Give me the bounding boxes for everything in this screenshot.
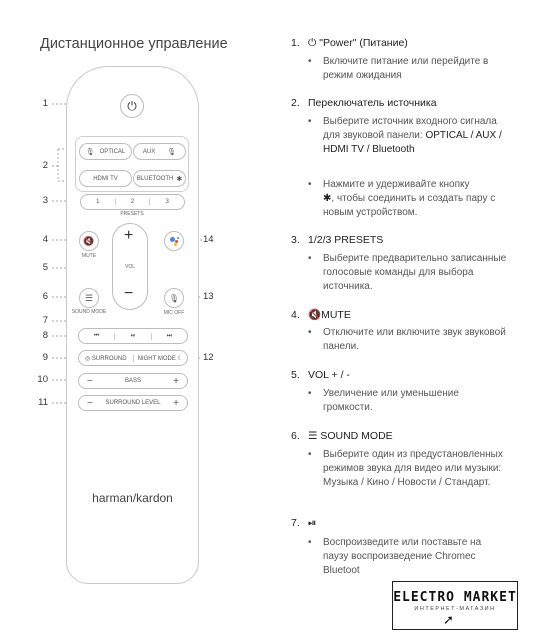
watermark-logo (392, 581, 518, 630)
mute-button[interactable] (79, 231, 99, 251)
page-title: Дистанционное управление (40, 36, 228, 52)
preset-1-button[interactable]: 1 (81, 199, 116, 205)
bass-bar (78, 373, 188, 389)
sound-mode-icon: ☰ (84, 292, 94, 303)
callout-10: 10 (37, 374, 48, 385)
bullet-text: Воспроизведите или поставьте на паузу воспроизведение Chromec (323, 537, 482, 562)
callout-3: 3 (42, 195, 48, 206)
brand-logo: harman/kardon (92, 491, 173, 505)
bullet-text: чтобы соединить и создать пару с новым устройством. (323, 192, 496, 218)
bullet-text: Bluetoot (323, 564, 360, 576)
sound-mode-icon: ☰ (308, 430, 321, 442)
play-pause-icon[interactable]: ⏯ (115, 333, 151, 340)
section-title: VOL + / - (308, 369, 350, 381)
bluetooth-icon: ✱ (176, 175, 183, 183)
surround-icon: ◎ (84, 355, 92, 362)
preset-2-button[interactable]: 2 (116, 199, 151, 205)
vol-down-button[interactable]: − (124, 285, 134, 302)
section-2-bullet-1: • Выберите источник входного сигнала для звуковой панели: OPTICAL / AUX / HDMI TV / Bluetooth (308, 116, 502, 155)
section-5-bullet: • Увеличение или уменьшение громкости. (308, 387, 508, 415)
callout-12: 12 (203, 352, 214, 363)
surround-label: SURROUND (91, 355, 127, 362)
cursor-icon: ➚ (443, 612, 454, 627)
section-3-header (291, 234, 383, 246)
bluetooth-label: BLUETOOTH (136, 175, 174, 182)
callout-4: 4 (42, 234, 48, 245)
hdmi-tv-button[interactable] (79, 170, 132, 187)
optical-button[interactable] (79, 143, 132, 160)
bass-label: BASS (124, 378, 141, 384)
callout-7: 7 (42, 315, 48, 326)
play-pause-icon: ⏯ (308, 517, 317, 529)
section-4-header (291, 308, 351, 321)
section-1-bullet: • Включите питание или перейдите в режим ожидания (308, 55, 508, 83)
mic-icon: 🎙 (167, 148, 177, 156)
section-2-header (291, 97, 437, 109)
section-number: 1. (291, 37, 300, 49)
section-number: 6. (291, 430, 300, 442)
google-assistant-icon (170, 237, 179, 246)
callout-13: 13 (203, 291, 214, 302)
section-title: 1/2/3 PRESETS (308, 234, 384, 246)
section-number: 3. (291, 234, 300, 246)
optical-label: OPTICAL (99, 148, 126, 155)
surround-level-plus-button[interactable]: + (173, 397, 179, 409)
source-list: OPTICAL / AUX / HDMI TV / Bluetooth (323, 129, 502, 155)
surround-level-bar (78, 395, 188, 411)
mic-off-label: MIC OFF (163, 310, 185, 316)
surround-level-label: SURROUND LEVEL (105, 400, 161, 406)
callout-5: 5 (42, 262, 48, 273)
section-3-bullet: • Выберите предварительно записанные голосовые команды для выбора источника. (308, 253, 507, 292)
aux-label: AUX (142, 148, 156, 155)
bullet-text: Отключите или включите звук звуковой панели. (323, 327, 506, 352)
night-mode-button[interactable] (134, 355, 188, 362)
mute-label: MUTE (81, 253, 97, 259)
aux-button[interactable] (133, 143, 186, 160)
bass-plus-button[interactable]: + (173, 375, 179, 387)
previous-icon[interactable]: ⏮ (79, 333, 115, 340)
mic-icon: 🎙 (85, 148, 95, 156)
presets-bar (80, 194, 185, 210)
bullet-text: Выберите один из предустановленных режимов звука для видео или музыки: Музыка / Кино / Новости / Стандарт. (323, 449, 503, 488)
bluetooth-button[interactable] (133, 170, 186, 187)
bass-minus-button[interactable]: − (87, 375, 93, 387)
power-icon: ⏻ (127, 98, 137, 113)
section-4-bullet: • Отключите или включите звук звуковой панели. (308, 326, 508, 354)
sound-mode-label: SOUND MODE (71, 309, 107, 315)
next-icon[interactable]: ⏭ (166, 332, 173, 339)
presets-label: PRESETS (120, 211, 144, 217)
bullet-text: Выберите предварительно записанные голосовые команды для выбора источника. (323, 253, 507, 292)
section-7-bullet: • Воспроизведите или поставьте на паузу воспроизведение Chromec Bluetoot (308, 537, 482, 576)
callout-2: 2 (42, 160, 48, 171)
callout-9: 9 (42, 352, 48, 363)
mic-off-button[interactable] (164, 288, 184, 308)
mute-icon: 🔇 (308, 309, 322, 321)
bullet-text: Включите питание или перейдите в режим ожидания (323, 56, 489, 81)
bullet-text: Нажмите и удерживайте кнопку (323, 179, 470, 190)
transport-bar (78, 328, 188, 344)
moon-icon: ☾ (175, 355, 183, 362)
surround-button[interactable] (79, 355, 134, 362)
section-5-header (291, 369, 350, 381)
section-7-header (291, 517, 316, 530)
surround-night-bar (78, 350, 188, 366)
bluetooth-icon: ✱ (323, 192, 332, 204)
remote-control (66, 66, 199, 584)
sound-mode-button[interactable] (79, 288, 99, 308)
night-mode-label: NIGHT MODE (137, 355, 176, 362)
section-title: MUTE (321, 309, 351, 321)
bullet-text: Увеличение или уменьшение громкости. (323, 388, 459, 413)
vol-label: VOL (124, 264, 135, 270)
mute-icon: 🔇 (83, 235, 95, 246)
section-number: 4. (291, 309, 300, 321)
callout-6: 6 (42, 291, 48, 302)
section-number: 2. (291, 97, 300, 109)
section-2-bullet-2: • Нажмите и удерживайте кнопку ✱, чтобы соединить и создать пару с новым устройством. (308, 179, 496, 218)
vol-up-button[interactable]: + (124, 227, 134, 244)
callout-8: 8 (42, 330, 48, 341)
section-1-header (291, 37, 408, 50)
callout-1: 1 (42, 98, 48, 109)
section-number: 5. (291, 369, 300, 381)
section-title: Переключатель источника (308, 97, 437, 109)
section-6-header (291, 430, 393, 442)
power-button[interactable] (120, 94, 144, 118)
surround-level-minus-button[interactable]: − (87, 397, 93, 409)
watermark-subtitle: ИНТЕРНЕТ-МАГАЗИН (414, 606, 496, 612)
assistant-button[interactable] (164, 231, 184, 251)
callout-11: 11 (38, 397, 48, 408)
hdmi-tv-label: HDMI TV (93, 175, 118, 182)
section-title: "Power" (Питание) (319, 37, 408, 49)
bullet-text: Выберите источник входного сигнала для звуковой панели: (323, 116, 497, 141)
power-icon: ⏻ (308, 37, 320, 49)
section-number: 7. (291, 517, 300, 529)
section-title: SOUND MODE (320, 430, 393, 442)
mic-off-icon: 🎙 (168, 293, 180, 303)
preset-3-button[interactable]: 3 (165, 199, 169, 205)
section-6-bullet: • Выберите один из предустановленных режимов звука для видео или музыки: Музыка / Кино / Новости / Стандарт. (308, 448, 508, 489)
callout-14: 14 (203, 234, 214, 245)
watermark-title: ELECTRO MARKET (393, 590, 517, 605)
